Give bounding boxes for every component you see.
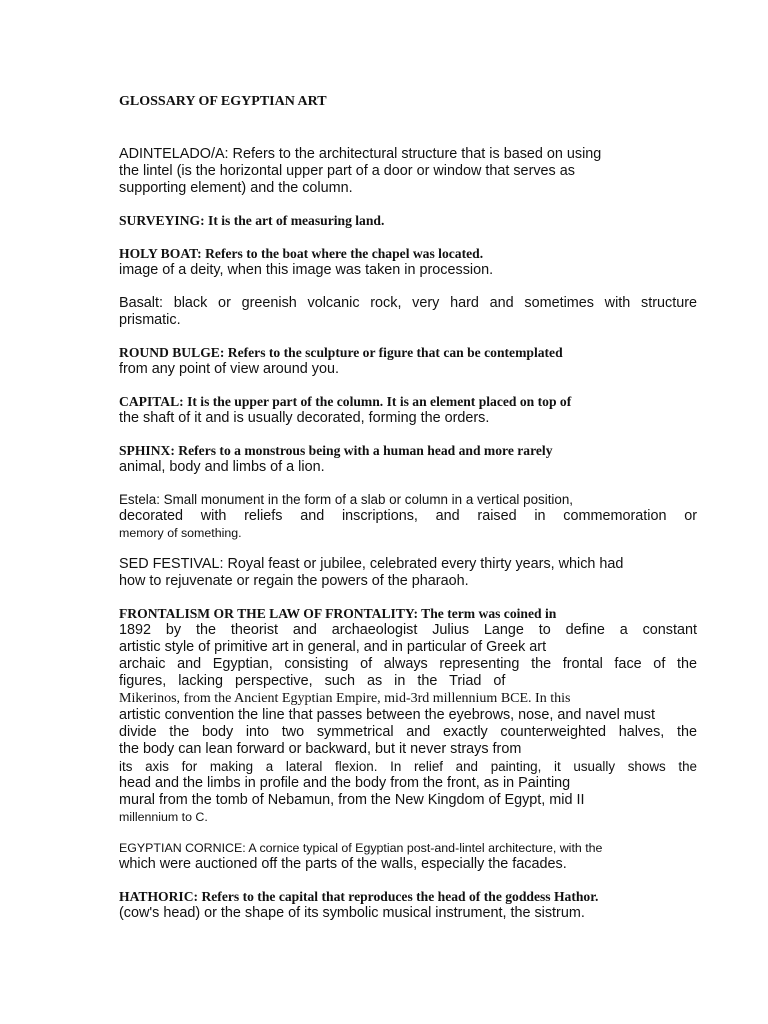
entry-line: (cow's head) or the shape of its symbolic musical instrument, the sistrum.	[119, 905, 585, 921]
entry-line: ROUND BULGE: Refers to the sculpture or figure that can be contemplated	[119, 345, 563, 360]
page-title: GLOSSARY OF EGYPTIAN ART	[119, 94, 327, 109]
entry-line: HATHORIC: Refers to the capital that reproduces the head of the goddess Hathor.	[119, 889, 599, 904]
entry-line: HOLY BOAT: Refers to the boat where the chapel was located.	[119, 246, 484, 261]
entry-line: the lintel (is the horizontal upper part of a door or window that serves as	[119, 163, 575, 179]
entry-line: supporting element) and the column.	[119, 180, 353, 196]
entry-line: its axis for making a lateral flexion. In relief and painting, it usually shows the	[119, 759, 697, 774]
entry-line: SPHINX: Refers to a monstrous being with a human head and more rarely	[119, 443, 553, 458]
entry-line: millennium to C.	[119, 810, 208, 824]
entry-line: SED FESTIVAL: Royal feast or jubilee, celebrated every thirty years, which had	[119, 556, 624, 572]
entry-hathoric	[119, 888, 697, 922]
entry-line: image of a deity, when this image was taken in procession.	[119, 262, 494, 278]
entry-line: CAPITAL: It is the upper part of the column. It is an element placed on top of	[119, 394, 572, 409]
entry-line: Basalt: black or greenish volcanic rock, very hard and sometimes with structure	[119, 295, 697, 311]
entry-line: ADINTELADO/A: Refers to the architectural structure that is based on using	[119, 146, 602, 162]
entry-holy-boat	[119, 245, 697, 279]
entry-line: 1892 by the theorist and archaeologist Julius Lange to define a constant	[119, 622, 697, 638]
entry-line: animal, body and limbs of a lion.	[119, 459, 325, 475]
entry-line: artistic style of primitive art in general, and in particular of Greek art	[119, 639, 547, 655]
entry-round-bulge	[119, 344, 697, 378]
entry-surveying	[119, 212, 697, 229]
entry-line: the shaft of it and is usually decorated, forming the orders.	[119, 410, 490, 426]
entry-line: archaic and Egyptian, consisting of always representing the frontal face of the	[119, 656, 697, 672]
document-page	[119, 94, 697, 922]
entry-basalt	[119, 295, 697, 329]
entry-line: prismatic.	[119, 312, 181, 328]
entry-line: how to rejuvenate or regain the powers of the pharaoh.	[119, 573, 469, 589]
entry-adintelado	[119, 146, 697, 197]
entry-line: divide the body into two symmetrical and exactly counterweighted halves, the	[119, 724, 697, 740]
entry-line: which were auctioned off the parts of the walls, especially the facades.	[119, 856, 567, 872]
entry-line: SURVEYING: It is the art of measuring land.	[119, 213, 385, 228]
entry-line: decorated with reliefs and inscriptions, and raised in commemoration or	[119, 508, 697, 524]
entry-capital	[119, 393, 697, 427]
entry-egyptian-cornice	[119, 840, 697, 873]
entry-frontalism	[119, 605, 697, 825]
entry-line: figures, lacking perspective, such as in the Triad of	[119, 673, 506, 689]
entry-line: memory of something.	[119, 526, 242, 540]
entry-sed-festival	[119, 556, 697, 590]
entry-estela	[119, 491, 697, 541]
entry-line: head and the limbs in profile and the body from the front, as in Painting	[119, 775, 571, 791]
entry-line: artistic convention the line that passes between the eyebrows, nose, and navel must	[119, 707, 655, 723]
entry-line: EGYPTIAN CORNICE: A cornice typical of Egyptian post-and-lintel architecture, with the	[119, 841, 603, 855]
entry-line: mural from the tomb of Nebamun, from the New Kingdom of Egypt, mid II	[119, 792, 585, 808]
entry-line: from any point of view around you.	[119, 361, 339, 377]
entry-line: Estela: Small monument in the form of a slab or column in a vertical position,	[119, 492, 574, 507]
entry-line: FRONTALISM OR THE LAW OF FRONTALITY: The term was coined in	[119, 606, 557, 621]
entry-line: Mikerinos, from the Ancient Egyptian Empire, mid-3rd millennium BCE. In this	[119, 691, 571, 706]
entry-sphinx	[119, 442, 697, 476]
entry-line: the body can lean forward or backward, but it never strays from	[119, 741, 522, 757]
